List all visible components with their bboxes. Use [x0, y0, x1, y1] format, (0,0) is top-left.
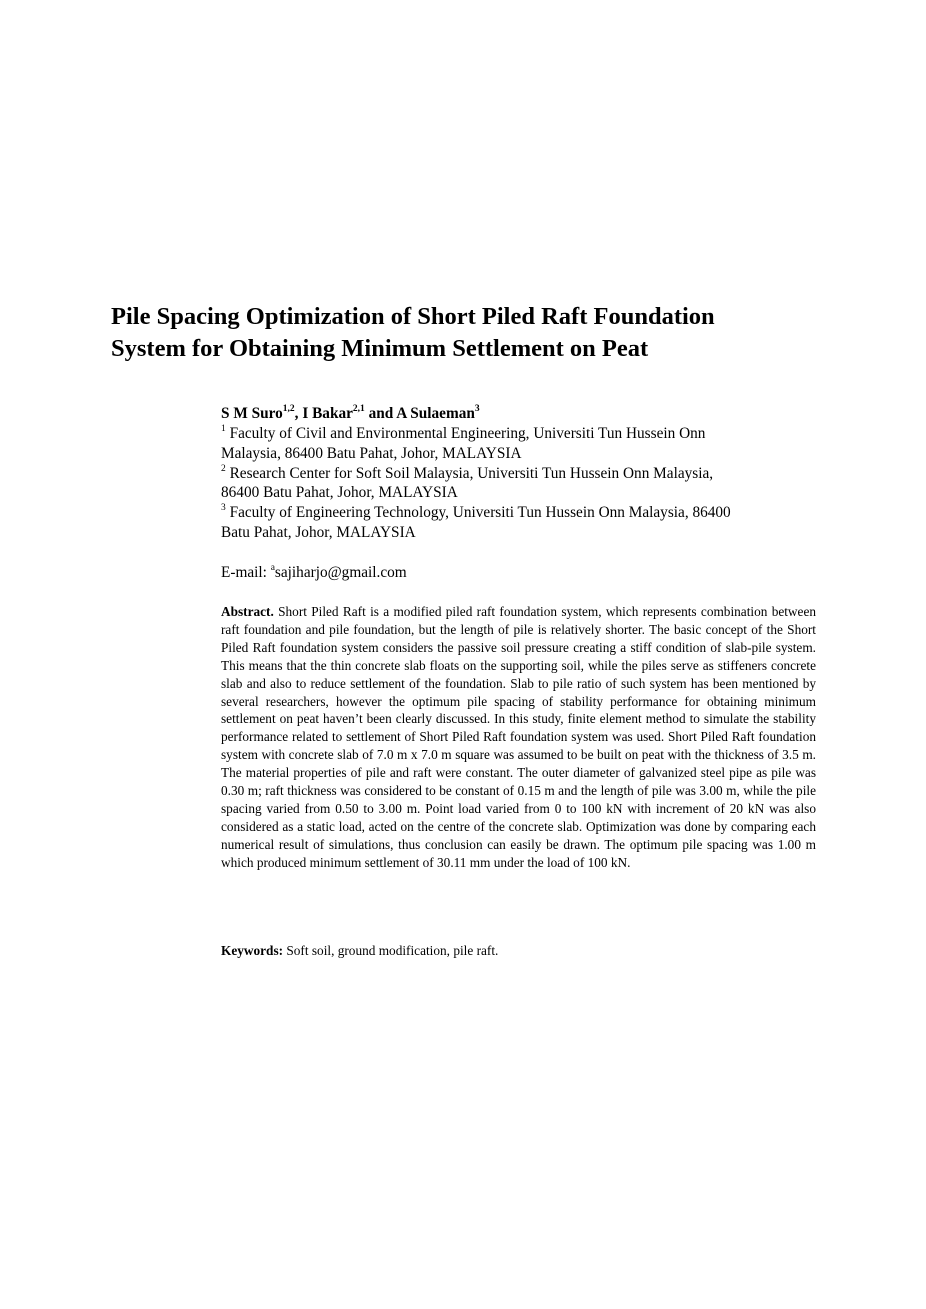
- author-name: I Bakar: [302, 405, 353, 422]
- keywords: [221, 942, 498, 960]
- title-line-2: System for Obtaining Minimum Settlement on Peat: [111, 335, 649, 362]
- affiliation-number: 3: [221, 503, 226, 514]
- affiliation-2: [221, 464, 821, 504]
- affiliation-number: 1: [221, 423, 226, 434]
- paper-title: [111, 301, 831, 365]
- affiliation-text: Batu Pahat, Johor, MALAYSIA: [221, 523, 416, 541]
- email-address: sajiharjo@gmail.com: [274, 564, 407, 581]
- affiliation-text: Faculty of Civil and Environmental Engineering, Universiti Tun Hussein Onn: [225, 425, 706, 442]
- author-block: [221, 404, 821, 543]
- abstract-text: Short Piled Raft is a modified piled raft foundation system, which represents combination between raft foundation and pile foundation, but the length of pile is relatively shorter. The basic concept of the Short Piled Raft foundation system considers the passive soil pressure creating a stiff condition of slab-pile system. This means that the thin concrete slab floats on the supporting soil, while the piles serve as stiffeners concrete slab and also to reduce settlement of the foundation. Slab to pile ratio of such system has been mentioned by several researchers, however the optimum pile spacing of stability performance for obtaining minimum settlement on peat haven’t been clearly discussed. In this study, finite element method to simulate the stability performance related to settlement of Short Piled Raft foundation system was used. Short Piled Raft foundation system with concrete slab of 7.0 m x 7.0 m square was assumed to be built on peat with the thickness of 3.5 m. The material properties of pile and raft were constant. The outer diameter of galvanized steel pipe as pile was 0.30 m; raft thickness was considered to be constant of 0.15 m and the length of pile was 3.00 m, while the pile spacing varied from 0.50 to 3.00 m. Point load varied from 0 to 100 kN with increment of 20 kN was also considered as a static load, acted on the centre of the concrete slab. Optimization was done by comparing each numerical result of simulations, thus conclusion can easily be drawn. The optimum pile spacing was 1.00 m which produced minimum settlement of 30.11 mm under the load of 100 kN.: [221, 604, 816, 870]
- author-list: [221, 404, 821, 424]
- author-affiliation-marker: 2,1: [352, 403, 365, 414]
- author-separator: and: [364, 405, 397, 422]
- affiliation-text: Malaysia, 86400 Batu Pahat, Johor, MALAYSIA: [221, 444, 522, 462]
- affiliation-3: [221, 503, 821, 543]
- author-affiliation-marker: 1,2: [282, 403, 295, 414]
- contact-email: [221, 563, 407, 583]
- keywords-label: Keywords:: [221, 943, 284, 958]
- email-marker: a: [270, 562, 275, 573]
- affiliation-text: Faculty of Engineering Technology, Universiti Tun Hussein Onn Malaysia, 86400: [225, 504, 731, 522]
- keywords-text: Soft soil, ground modification, pile raft.: [286, 943, 499, 958]
- affiliation-1: [221, 424, 821, 464]
- affiliation-text: Research Center for Soft Soil Malaysia, Universiti Tun Hussein Onn Malaysia,: [225, 464, 714, 482]
- abstract: [221, 603, 816, 872]
- author-name: S M Suro: [221, 405, 283, 422]
- author-name: A Sulaeman: [396, 405, 475, 422]
- author-affiliation-marker: 3: [474, 403, 480, 414]
- author-separator: ,: [294, 405, 303, 422]
- title-line-1: Pile Spacing Optimization of Short Piled Raft Foundation: [111, 303, 715, 330]
- email-label: E-mail:: [221, 564, 271, 581]
- affiliation-number: 2: [221, 463, 226, 474]
- affiliation-text: 86400 Batu Pahat, Johor, MALAYSIA: [221, 484, 458, 502]
- abstract-label: Abstract.: [221, 604, 274, 619]
